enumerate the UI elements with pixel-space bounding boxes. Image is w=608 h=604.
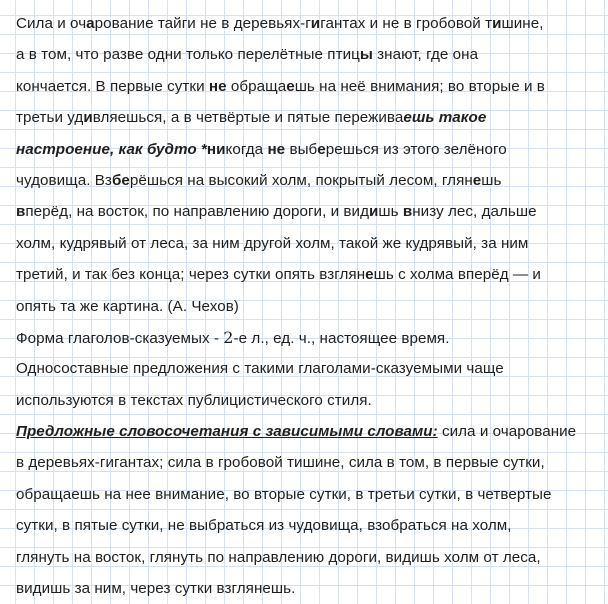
section-heading: Предложные словосочетания с зависимыми словами: bbox=[16, 423, 438, 441]
text-line: настроение, как будто *никогда не выберешься из этого зелёного bbox=[16, 140, 507, 158]
text-line: в деревьях-гигантах; сила в гробовой тишине, сила в том, в первые сутки, bbox=[16, 454, 545, 472]
text-line: третьи удивляешься, а в четвёртые и пятые переживаешь такое bbox=[16, 109, 487, 127]
text-line: глянуть на восток, глянуть по направлению дороги, видишь холм от леса, bbox=[16, 548, 541, 566]
text-line: используются в текстах публицистического стиля. bbox=[16, 391, 372, 409]
text-line: холм, кудрявый от леса, за ним другой холм, такой же кудрявый, за ним bbox=[16, 234, 529, 252]
text-line: опять та же картина. (А. Чехов) bbox=[16, 297, 239, 315]
text-line: Сила и очарование тайги не в деревьях-гигантах и не в гробовой тишине, bbox=[16, 15, 544, 32]
text-line: сутки, в пятые сутки, не выбраться из чудовища, взобраться на холм, bbox=[16, 517, 512, 535]
text-line: видишь за ним, через сутки взглянешь. bbox=[16, 580, 296, 598]
text-line: кончается. В первые сутки не обращаешь на неё внимания; во вторые и в bbox=[16, 77, 545, 95]
text-line: Предложные словосочетания с зависимыми словами: сила и очарование bbox=[16, 423, 577, 441]
text-line: третий, и так без конца; через сутки опять взглянешь с холма вперёд — и bbox=[16, 266, 541, 284]
text-line: Односоставные предложения с такими глаголами-сказуемыми чаще bbox=[16, 360, 504, 378]
text-line: обращаешь на нее внимание, во вторые сутки, в третьи сутки, в четвертые bbox=[16, 485, 552, 503]
text-line: а в том, что разве одни только перелётные птицы знают, где она bbox=[16, 46, 479, 64]
text-line: чудовища. Взберёшься на высокий холм, покрытый лесом, глянешь bbox=[16, 171, 502, 189]
text-line: Форма глаголов-сказуемых - 2-е л., ед. ч., настоящее время. bbox=[16, 327, 450, 347]
text-line: вперёд, на восток, по направлению дороги, и видишь внизу лес, дальше bbox=[16, 203, 537, 221]
